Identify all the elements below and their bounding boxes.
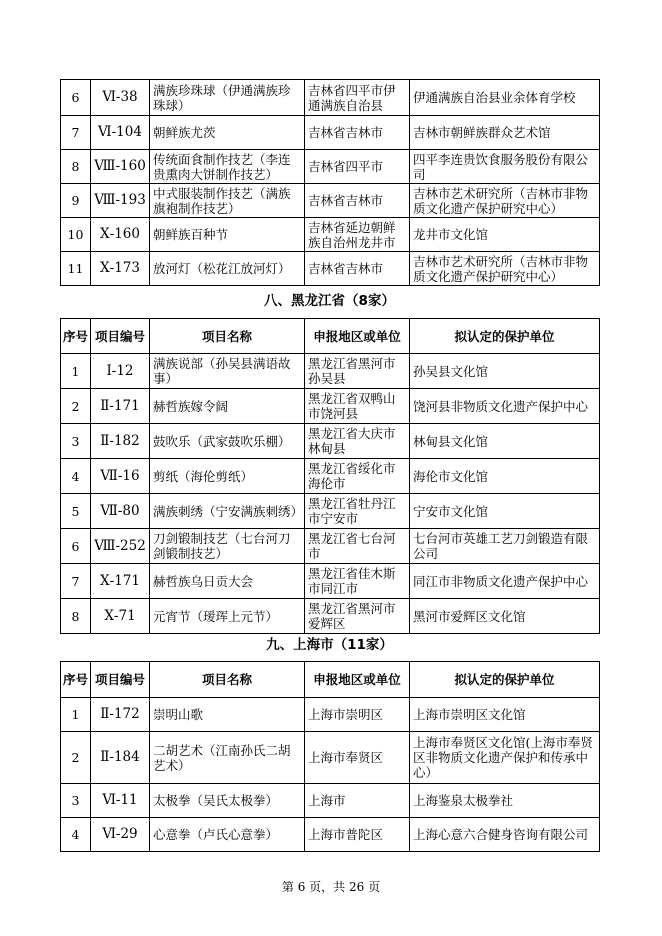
cell-seq: 8 <box>61 150 91 184</box>
cell-region: 上海市普陀区 <box>305 818 410 852</box>
cell-protection-unit: 七台河市英雄工艺刀剑锻造有限公司 <box>410 529 600 564</box>
table-header-row <box>61 319 600 354</box>
cell-region: 上海市奉贤区 <box>305 732 410 784</box>
cell-seq: 4 <box>61 818 91 852</box>
cell-code: Ⅶ-16 <box>91 459 150 494</box>
cell-project-name: 二胡艺术（江南孙氏二胡艺术） <box>150 732 305 784</box>
cell-region: 吉林省四平市 <box>305 150 410 184</box>
cell-project-name: 放河灯（松花江放河灯） <box>150 252 305 286</box>
cell-region: 吉林省延边朝鲜族自治州龙井市 <box>305 218 410 252</box>
cell-project-name: 传统面食制作技艺（李连贵熏肉大饼制作技艺） <box>150 150 305 184</box>
table-row <box>61 564 600 599</box>
cell-protection-unit: 四平李连贵饮食服务股份有限公司 <box>410 150 600 184</box>
cell-region: 吉林省吉林市 <box>305 184 410 218</box>
cell-project-name: 刀剑锻制技艺（七台河刀剑锻制技艺） <box>150 529 305 564</box>
cell-protection-unit: 上海鉴泉太极拳社 <box>410 784 600 818</box>
header-protection-unit: 拟认定的保护单位 <box>410 662 600 698</box>
cell-project-name: 崇明山歌 <box>150 698 305 732</box>
page-footer: 第 6 页，共 26 页 <box>281 880 381 894</box>
table-row <box>61 252 600 286</box>
cell-region: 黑龙江省黑河市爱辉区 <box>305 599 410 634</box>
table-row <box>61 150 600 184</box>
header-region: 申报地区或单位 <box>305 662 410 698</box>
cell-protection-unit: 孙吴县文化馆 <box>410 354 600 389</box>
cell-protection-unit: 宁安市文化馆 <box>410 494 600 529</box>
cell-protection-unit: 吉林市艺术研究所（吉林市非物质文化遗产保护研究中心） <box>410 184 600 218</box>
cell-code: Ⅶ-80 <box>91 494 150 529</box>
section-title-shanghai: 九、上海市（11家） <box>266 637 393 653</box>
cell-seq: 8 <box>61 599 91 634</box>
header-project-name: 项目名称 <box>150 319 305 354</box>
cell-protection-unit: 饶河县非物质文化遗产保护中心 <box>410 389 600 424</box>
cell-code: Ⅵ-29 <box>91 818 150 852</box>
table-row <box>61 80 600 116</box>
cell-code: Ⅰ-12 <box>91 354 150 389</box>
cell-region: 黑龙江省牡丹江市宁安市 <box>305 494 410 529</box>
cell-code: Ⅹ-173 <box>91 252 150 286</box>
cell-seq: 6 <box>61 80 91 116</box>
cell-protection-unit: 林甸县文化馆 <box>410 424 600 459</box>
cell-project-name: 满族刺绣（宁安满族刺绣） <box>150 494 305 529</box>
jilin-continuation-table <box>60 79 600 286</box>
cell-code: Ⅵ-38 <box>91 80 150 116</box>
cell-region: 吉林省四平市伊通满族自治县 <box>305 80 410 116</box>
table-row <box>61 389 600 424</box>
shanghai-table <box>60 661 600 852</box>
cell-protection-unit: 黑河市爱辉区文化馆 <box>410 599 600 634</box>
cell-protection-unit: 吉林市艺术研究所（吉林市非物质文化遗产保护研究中心） <box>410 252 600 286</box>
header-code: 项目编号 <box>91 662 150 698</box>
table-row <box>61 698 600 732</box>
cell-seq: 3 <box>61 424 91 459</box>
cell-code: Ⅷ-160 <box>91 150 150 184</box>
cell-code: Ⅱ-172 <box>91 698 150 732</box>
cell-region: 黑龙江省双鸭山市饶河县 <box>305 389 410 424</box>
cell-protection-unit: 同江市非物质文化遗产保护中心 <box>410 564 600 599</box>
cell-region: 吉林省吉林市 <box>305 116 410 150</box>
table-row <box>61 732 600 784</box>
cell-code: Ⅹ-160 <box>91 218 150 252</box>
header-code: 项目编号 <box>91 319 150 354</box>
cell-project-name: 元宵节（瑷珲上元节） <box>150 599 305 634</box>
cell-seq: 4 <box>61 459 91 494</box>
cell-project-name: 赫哲族乌日贡大会 <box>150 564 305 599</box>
cell-protection-unit: 吉林市朝鲜族群众艺术馆 <box>410 116 600 150</box>
cell-code: Ⅱ-171 <box>91 389 150 424</box>
cell-project-name: 满族说部（孙吴县满语故事） <box>150 354 305 389</box>
header-seq: 序号 <box>61 662 91 698</box>
cell-seq: 10 <box>61 218 91 252</box>
cell-region: 黑龙江省绥化市海伦市 <box>305 459 410 494</box>
cell-seq: 5 <box>61 494 91 529</box>
cell-seq: 9 <box>61 184 91 218</box>
cell-region: 黑龙江省大庆市林甸县 <box>305 424 410 459</box>
cell-seq: 2 <box>61 732 91 784</box>
cell-protection-unit: 上海市崇明区文化馆 <box>410 698 600 732</box>
cell-project-name: 中式服装制作技艺（满族旗袍制作技艺） <box>150 184 305 218</box>
cell-region: 黑龙江省黑河市孙吴县 <box>305 354 410 389</box>
cell-project-name: 鼓吹乐（武家鼓吹乐棚） <box>150 424 305 459</box>
cell-seq: 2 <box>61 389 91 424</box>
cell-code: Ⅷ-252 <box>91 529 150 564</box>
cell-seq: 7 <box>61 564 91 599</box>
header-protection-unit: 拟认定的保护单位 <box>410 319 600 354</box>
table-header-row <box>61 662 600 698</box>
cell-region: 上海市 <box>305 784 410 818</box>
table-row <box>61 529 600 564</box>
cell-protection-unit: 上海市奉贤区文化馆(上海市奉贤区非物质文化遗产保护和传承中心） <box>410 732 600 784</box>
cell-region: 黑龙江省七台河市 <box>305 529 410 564</box>
table-row <box>61 599 600 634</box>
cell-protection-unit: 龙井市文化馆 <box>410 218 600 252</box>
heilongjiang-table <box>60 318 600 634</box>
cell-project-name: 赫哲族嫁令阔 <box>150 389 305 424</box>
cell-seq: 6 <box>61 529 91 564</box>
cell-project-name: 朝鲜族尤茨 <box>150 116 305 150</box>
cell-seq: 1 <box>61 354 91 389</box>
cell-seq: 3 <box>61 784 91 818</box>
cell-project-name: 满族珍珠球（伊通满族珍珠球） <box>150 80 305 116</box>
header-project-name: 项目名称 <box>150 662 305 698</box>
table-row <box>61 218 600 252</box>
cell-region: 吉林省吉林市 <box>305 252 410 286</box>
cell-code: Ⅱ-182 <box>91 424 150 459</box>
table-row <box>61 459 600 494</box>
cell-seq: 7 <box>61 116 91 150</box>
cell-protection-unit: 伊通满族自治县业余体育学校 <box>410 80 600 116</box>
cell-code: Ⅹ-71 <box>91 599 150 634</box>
cell-code: Ⅱ-184 <box>91 732 150 784</box>
cell-protection-unit: 上海心意六合健身咨询有限公司 <box>410 818 600 852</box>
cell-code: Ⅵ-11 <box>91 784 150 818</box>
cell-project-name: 朝鲜族百种节 <box>150 218 305 252</box>
table-row <box>61 116 600 150</box>
table-row <box>61 784 600 818</box>
cell-seq: 11 <box>61 252 91 286</box>
header-seq: 序号 <box>61 319 91 354</box>
table-row <box>61 354 600 389</box>
cell-seq: 1 <box>61 698 91 732</box>
header-region: 申报地区或单位 <box>305 319 410 354</box>
table-row <box>61 184 600 218</box>
cell-project-name: 心意拳（卢氏心意拳） <box>150 818 305 852</box>
cell-region: 上海市崇明区 <box>305 698 410 732</box>
table-row <box>61 494 600 529</box>
cell-protection-unit: 海伦市文化馆 <box>410 459 600 494</box>
cell-region: 黑龙江省佳木斯市同江市 <box>305 564 410 599</box>
section-title-heilongjiang: 八、黑龙江省（8家） <box>264 293 395 309</box>
cell-code: Ⅷ-193 <box>91 184 150 218</box>
cell-project-name: 太极拳（吴氏太极拳） <box>150 784 305 818</box>
cell-project-name: 剪纸（海伦剪纸） <box>150 459 305 494</box>
cell-code: Ⅹ-171 <box>91 564 150 599</box>
table-row <box>61 818 600 852</box>
table-row <box>61 424 600 459</box>
cell-code: Ⅵ-104 <box>91 116 150 150</box>
